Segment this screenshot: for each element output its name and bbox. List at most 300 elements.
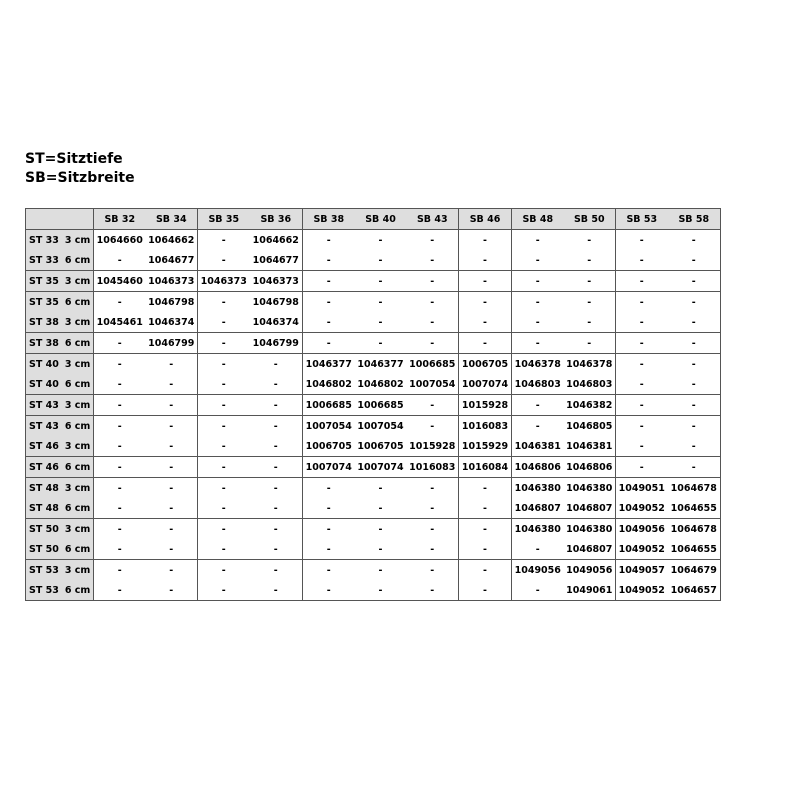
table-cell: - — [250, 457, 303, 478]
table-cell: 1007074 — [303, 457, 355, 478]
table-cell: 1049056 — [512, 560, 564, 581]
table-row — [26, 395, 721, 416]
row-header — [26, 374, 94, 395]
column-header: SB 40 — [355, 209, 407, 230]
table-cell: - — [146, 580, 198, 601]
table-cell: 1046807 — [566, 502, 613, 514]
table-cell: - — [668, 312, 721, 333]
table-cell: - — [616, 250, 668, 271]
row-label-sitztiefe: ST 50 — [29, 543, 59, 555]
table-cell: - — [198, 498, 250, 519]
column-header: SB 43 — [407, 209, 459, 230]
table-cell: - — [273, 502, 278, 514]
row-label-cm: 3 cm — [64, 564, 91, 576]
table-cell: 1007074 — [355, 457, 407, 478]
row-label-cm: 6 cm — [64, 296, 91, 308]
table-cell: 1046373 — [198, 271, 250, 292]
table-cell: - — [459, 539, 512, 560]
table-cell: - — [94, 333, 146, 354]
table-cell: - — [407, 230, 459, 251]
column-header: SB 58 — [668, 209, 721, 230]
table-cell: - — [668, 374, 721, 395]
table-cell: - — [616, 416, 668, 437]
table-cell: - — [668, 292, 721, 313]
table-cell: 1046373 — [146, 271, 198, 292]
table-cell: - — [459, 519, 512, 540]
table-cell: - — [303, 312, 355, 333]
table-cell: 1064679 — [668, 560, 721, 581]
table-cell: - — [303, 271, 355, 292]
table-cell: - — [303, 580, 355, 601]
table-cell: - — [668, 436, 721, 457]
table-cell: - — [587, 316, 592, 328]
table-cell: - — [146, 519, 198, 540]
row-header — [26, 271, 94, 292]
table-cell: 1046380 — [512, 478, 564, 499]
table-cell: - — [459, 230, 512, 251]
table-cell: 1007074 — [459, 374, 512, 395]
table-cell: 1006705 — [303, 436, 355, 457]
table-cell: - — [407, 416, 459, 437]
table-cell: - — [303, 498, 355, 519]
row-header — [26, 436, 94, 457]
table-cell: - — [459, 292, 512, 313]
row-label-sitztiefe: ST 53 — [29, 584, 59, 596]
table-cell: 1046806 — [512, 457, 564, 478]
table-cell: - — [94, 416, 146, 437]
table-cell: - — [169, 378, 174, 390]
row-label-sitztiefe: ST 35 — [29, 296, 59, 308]
table-cell: - — [616, 436, 668, 457]
table-cell: - — [94, 395, 146, 416]
table-cell: 1046802 — [303, 374, 355, 395]
row-label-cm: 3 cm — [64, 482, 91, 494]
table-cell: - — [512, 230, 564, 251]
row-label-cm: 3 cm — [64, 275, 91, 287]
table-cell: - — [512, 292, 564, 313]
table-cell: 1046378 — [512, 354, 564, 375]
table-cell: - — [94, 354, 146, 375]
table-cell: - — [117, 440, 122, 452]
table-cell: - — [512, 539, 564, 560]
row-label-cm: 6 cm — [64, 420, 91, 432]
table-cell: 1046377 — [303, 354, 355, 375]
table-cell: - — [273, 440, 278, 452]
table-cell: - — [355, 271, 407, 292]
table-cell: 1046374 — [252, 316, 299, 328]
table-cell: 1064677 — [252, 254, 299, 266]
table-cell: - — [407, 333, 459, 354]
table-cell: - — [94, 457, 146, 478]
table-cell: - — [459, 250, 512, 271]
table-cell: - — [250, 519, 303, 540]
table-cell: 1049057 — [616, 560, 668, 581]
table-cell: 1046381 — [566, 440, 613, 452]
table-row — [26, 230, 721, 251]
table-cell: - — [355, 478, 407, 499]
table-cell: - — [355, 333, 407, 354]
table-cell: 1049052 — [616, 498, 668, 519]
column-header: SB 50 — [564, 209, 616, 230]
table-cell: 1007054 — [409, 378, 456, 390]
table-cell: - — [250, 395, 303, 416]
table-cell: - — [273, 378, 278, 390]
table-cell: - — [564, 271, 616, 292]
row-label-cm: 6 cm — [64, 254, 91, 266]
header-row — [26, 209, 721, 230]
row-label-cm: 3 cm — [64, 399, 91, 411]
table-cell: - — [146, 478, 198, 499]
table-row — [26, 519, 721, 540]
table-cell: 1007054 — [355, 416, 407, 437]
table-cell: - — [250, 416, 303, 437]
table-cell: 1046803 — [512, 374, 564, 395]
table-cell: 1045461 — [96, 316, 143, 328]
row-header — [26, 519, 94, 540]
table-cell: 1046374 — [148, 316, 195, 328]
table-cell: - — [512, 395, 564, 416]
table-cell: - — [407, 560, 459, 581]
row-label-cm: 3 cm — [64, 358, 91, 370]
table-cell: - — [668, 230, 721, 251]
table-cell: 1007054 — [303, 416, 355, 437]
row-label-sitztiefe: ST 33 — [29, 254, 59, 266]
table-cell: 1046798 — [250, 292, 303, 313]
table-cell: - — [303, 519, 355, 540]
table-cell: - — [616, 333, 668, 354]
table-cell: - — [668, 271, 721, 292]
row-label-sitztiefe: ST 33 — [29, 234, 59, 246]
row-header — [26, 416, 94, 437]
column-header: SB 36 — [250, 209, 303, 230]
table-row — [26, 478, 721, 499]
table-body — [26, 230, 721, 601]
row-label-cm: 6 cm — [64, 337, 91, 349]
table-cell: 1006705 — [459, 354, 512, 375]
row-header — [26, 478, 94, 499]
row-label-sitztiefe: ST 38 — [29, 316, 59, 328]
row-header — [26, 354, 94, 375]
table-cell: - — [512, 312, 564, 333]
table-cell: 1006685 — [407, 354, 459, 375]
table-cell: 1046380 — [512, 519, 564, 540]
table-cell: 1015928 — [459, 395, 512, 416]
table-cell: - — [303, 250, 355, 271]
table-cell: 1046805 — [564, 416, 616, 437]
table-cell: - — [430, 502, 435, 514]
table-row — [26, 312, 721, 333]
table-cell: - — [668, 395, 721, 416]
table-cell: - — [430, 316, 435, 328]
column-header: SB 32 — [94, 209, 146, 230]
table-cell: 1006685 — [303, 395, 355, 416]
table-cell: - — [250, 580, 303, 601]
table-cell: - — [512, 271, 564, 292]
row-label-cm: 3 cm — [64, 523, 91, 535]
column-header: SB 34 — [146, 209, 198, 230]
table-cell: - — [146, 395, 198, 416]
row-header — [26, 333, 94, 354]
row-label-cm: 6 cm — [64, 543, 91, 555]
row-label-sitztiefe: ST 38 — [29, 337, 59, 349]
table-cell: - — [198, 560, 250, 581]
row-header — [26, 560, 94, 581]
row-header — [26, 457, 94, 478]
table-cell: - — [198, 478, 250, 499]
table-cell: - — [303, 539, 355, 560]
table-cell: - — [459, 333, 512, 354]
table-cell: - — [198, 539, 250, 560]
row-label-cm: 6 cm — [64, 584, 91, 596]
table-row — [26, 436, 721, 457]
row-label-sitztiefe: ST 48 — [29, 482, 59, 494]
table-cell: - — [430, 543, 435, 555]
table-cell: 1046798 — [146, 292, 198, 313]
table-row — [26, 271, 721, 292]
row-label-sitztiefe: ST 46 — [29, 461, 59, 473]
table-cell: - — [407, 271, 459, 292]
table-cell: - — [407, 292, 459, 313]
table-cell: - — [459, 560, 512, 581]
row-header — [26, 250, 94, 271]
table-cell: 1016083 — [407, 457, 459, 478]
table-cell: - — [407, 580, 459, 601]
table-cell: - — [378, 543, 383, 555]
table-row — [26, 292, 721, 313]
table-row — [26, 416, 721, 437]
row-label-sitztiefe: ST 40 — [29, 378, 59, 390]
table-row — [26, 539, 721, 560]
table-cell: - — [407, 519, 459, 540]
corner-cell — [26, 209, 94, 230]
row-label-cm: 3 cm — [64, 316, 91, 328]
table-cell: - — [616, 312, 668, 333]
table-cell: - — [250, 354, 303, 375]
legend — [25, 150, 135, 188]
table-cell: - — [198, 312, 250, 333]
table-cell: - — [616, 395, 668, 416]
table-cell: - — [250, 478, 303, 499]
table-cell: - — [198, 230, 250, 251]
table-cell: - — [146, 457, 198, 478]
table-cell: - — [616, 457, 668, 478]
table-cell: - — [146, 560, 198, 581]
row-label-sitztiefe: ST 53 — [29, 564, 59, 576]
table-cell: 1064662 — [250, 230, 303, 251]
legend-sitzbreite: SB=Sitzbreite — [25, 170, 135, 186]
table-cell: - — [564, 292, 616, 313]
table-cell: - — [512, 416, 564, 437]
table-cell: - — [616, 271, 668, 292]
table-cell: - — [303, 230, 355, 251]
table-cell: - — [668, 354, 721, 375]
table-cell: 1015928 — [409, 440, 456, 452]
row-label-sitztiefe: ST 43 — [29, 420, 59, 432]
table-cell: 1049056 — [616, 519, 668, 540]
table-cell: - — [407, 395, 459, 416]
column-header: SB 46 — [459, 209, 512, 230]
table-cell: 1049061 — [564, 580, 616, 601]
table-cell: 1064662 — [146, 230, 198, 251]
table-cell: - — [250, 560, 303, 581]
table-cell: 1046377 — [355, 354, 407, 375]
table-cell: - — [587, 254, 592, 266]
table-cell: - — [94, 478, 146, 499]
table-cell: - — [378, 502, 383, 514]
table-cell: - — [512, 250, 564, 271]
table-cell: - — [94, 560, 146, 581]
table-row — [26, 333, 721, 354]
table-cell: 1046807 — [566, 543, 613, 555]
table-cell: - — [146, 354, 198, 375]
table-cell: - — [198, 436, 250, 457]
table-cell: - — [169, 543, 174, 555]
table-cell: - — [169, 502, 174, 514]
table-cell: 1046381 — [512, 436, 564, 457]
table-cell: 1046382 — [564, 395, 616, 416]
table-cell: - — [198, 354, 250, 375]
table-cell: 1016084 — [459, 457, 512, 478]
table-cell: 1006705 — [357, 440, 404, 452]
table-cell: 1046806 — [564, 457, 616, 478]
table-cell: - — [355, 580, 407, 601]
table-cell: - — [198, 374, 250, 395]
table-cell: 1064660 — [94, 230, 146, 251]
row-header — [26, 230, 94, 251]
table-cell: - — [459, 312, 512, 333]
table-cell: 1049056 — [564, 560, 616, 581]
table-cell: 1049052 — [616, 580, 668, 601]
table-cell: - — [146, 416, 198, 437]
table-row — [26, 498, 721, 519]
row-header — [26, 395, 94, 416]
table-cell: 1015929 — [459, 436, 512, 457]
row-label-cm: 6 cm — [64, 502, 91, 514]
row-label-sitztiefe: ST 40 — [29, 358, 59, 370]
table-cell: - — [668, 333, 721, 354]
table-cell: - — [668, 250, 721, 271]
table-cell: - — [616, 354, 668, 375]
table-cell: 1006685 — [355, 395, 407, 416]
table-row — [26, 560, 721, 581]
table-cell: - — [459, 271, 512, 292]
table-cell: - — [94, 292, 146, 313]
table-cell: - — [198, 395, 250, 416]
table-cell: - — [355, 560, 407, 581]
table-cell: 1064678 — [668, 478, 721, 499]
row-header — [26, 292, 94, 313]
table-cell: 1064677 — [148, 254, 195, 266]
table-cell: - — [407, 478, 459, 499]
table-cell: - — [117, 502, 122, 514]
table-cell: - — [378, 254, 383, 266]
table-cell: - — [355, 230, 407, 251]
table-cell: 1046803 — [566, 378, 613, 390]
table-cell: 1049051 — [616, 478, 668, 499]
table-cell: - — [512, 580, 564, 601]
article-number-table — [25, 208, 721, 601]
table-cell: - — [198, 416, 250, 437]
legend-sitztiefe: ST=Sitztiefe — [25, 151, 123, 167]
table-cell: 1046378 — [564, 354, 616, 375]
table-cell: - — [169, 440, 174, 452]
table-cell: - — [94, 519, 146, 540]
row-label-sitztiefe: ST 48 — [29, 502, 59, 514]
table-cell: 1046807 — [512, 498, 564, 519]
table-cell: - — [303, 478, 355, 499]
table-cell: - — [198, 457, 250, 478]
table-cell: - — [303, 333, 355, 354]
row-label-cm: 3 cm — [64, 440, 91, 452]
table-cell: - — [198, 333, 250, 354]
table-cell: 1064655 — [668, 539, 721, 560]
table-cell: 1046380 — [564, 519, 616, 540]
table-cell: - — [273, 543, 278, 555]
table-cell: 1046799 — [146, 333, 198, 354]
table-cell: - — [512, 333, 564, 354]
table-cell: 1064678 — [668, 519, 721, 540]
table-cell: - — [459, 580, 512, 601]
table-cell: 1046802 — [357, 378, 404, 390]
column-header: SB 48 — [512, 209, 564, 230]
table-cell: 1049052 — [616, 539, 668, 560]
column-header: SB 53 — [616, 209, 668, 230]
table-cell: 1064655 — [668, 498, 721, 519]
table-cell: 1046380 — [564, 478, 616, 499]
column-header: SB 38 — [303, 209, 355, 230]
table-cell: 1064657 — [668, 580, 721, 601]
row-label-sitztiefe: ST 50 — [29, 523, 59, 535]
table-cell: - — [430, 254, 435, 266]
table-row — [26, 250, 721, 271]
row-header — [26, 539, 94, 560]
row-header — [26, 498, 94, 519]
table-cell: - — [378, 316, 383, 328]
table-cell: 1046373 — [250, 271, 303, 292]
table-row — [26, 580, 721, 601]
row-label-sitztiefe: ST 46 — [29, 440, 59, 452]
row-label-cm: 3 cm — [64, 234, 91, 246]
table-cell: - — [117, 254, 122, 266]
table-cell: - — [303, 292, 355, 313]
table-cell: - — [355, 292, 407, 313]
table-cell: - — [564, 333, 616, 354]
table-cell: - — [616, 292, 668, 313]
table-cell: - — [117, 378, 122, 390]
table-cell: - — [616, 230, 668, 251]
table-cell: - — [117, 543, 122, 555]
table-row — [26, 457, 721, 478]
table-cell: - — [198, 519, 250, 540]
table-cell: - — [303, 560, 355, 581]
table-cell: - — [355, 519, 407, 540]
table-row — [26, 374, 721, 395]
row-header — [26, 580, 94, 601]
table-cell: 1046799 — [250, 333, 303, 354]
table-cell: - — [668, 416, 721, 437]
row-header — [26, 312, 94, 333]
table-row — [26, 354, 721, 375]
table-cell: - — [198, 250, 250, 271]
row-label-sitztiefe: ST 43 — [29, 399, 59, 411]
table-cell: - — [94, 580, 146, 601]
table-cell: - — [198, 580, 250, 601]
table-cell: - — [616, 374, 668, 395]
table-cell: 1045460 — [94, 271, 146, 292]
table-cell: - — [564, 230, 616, 251]
table-cell: 1016083 — [459, 416, 512, 437]
row-label-cm: 6 cm — [64, 461, 91, 473]
